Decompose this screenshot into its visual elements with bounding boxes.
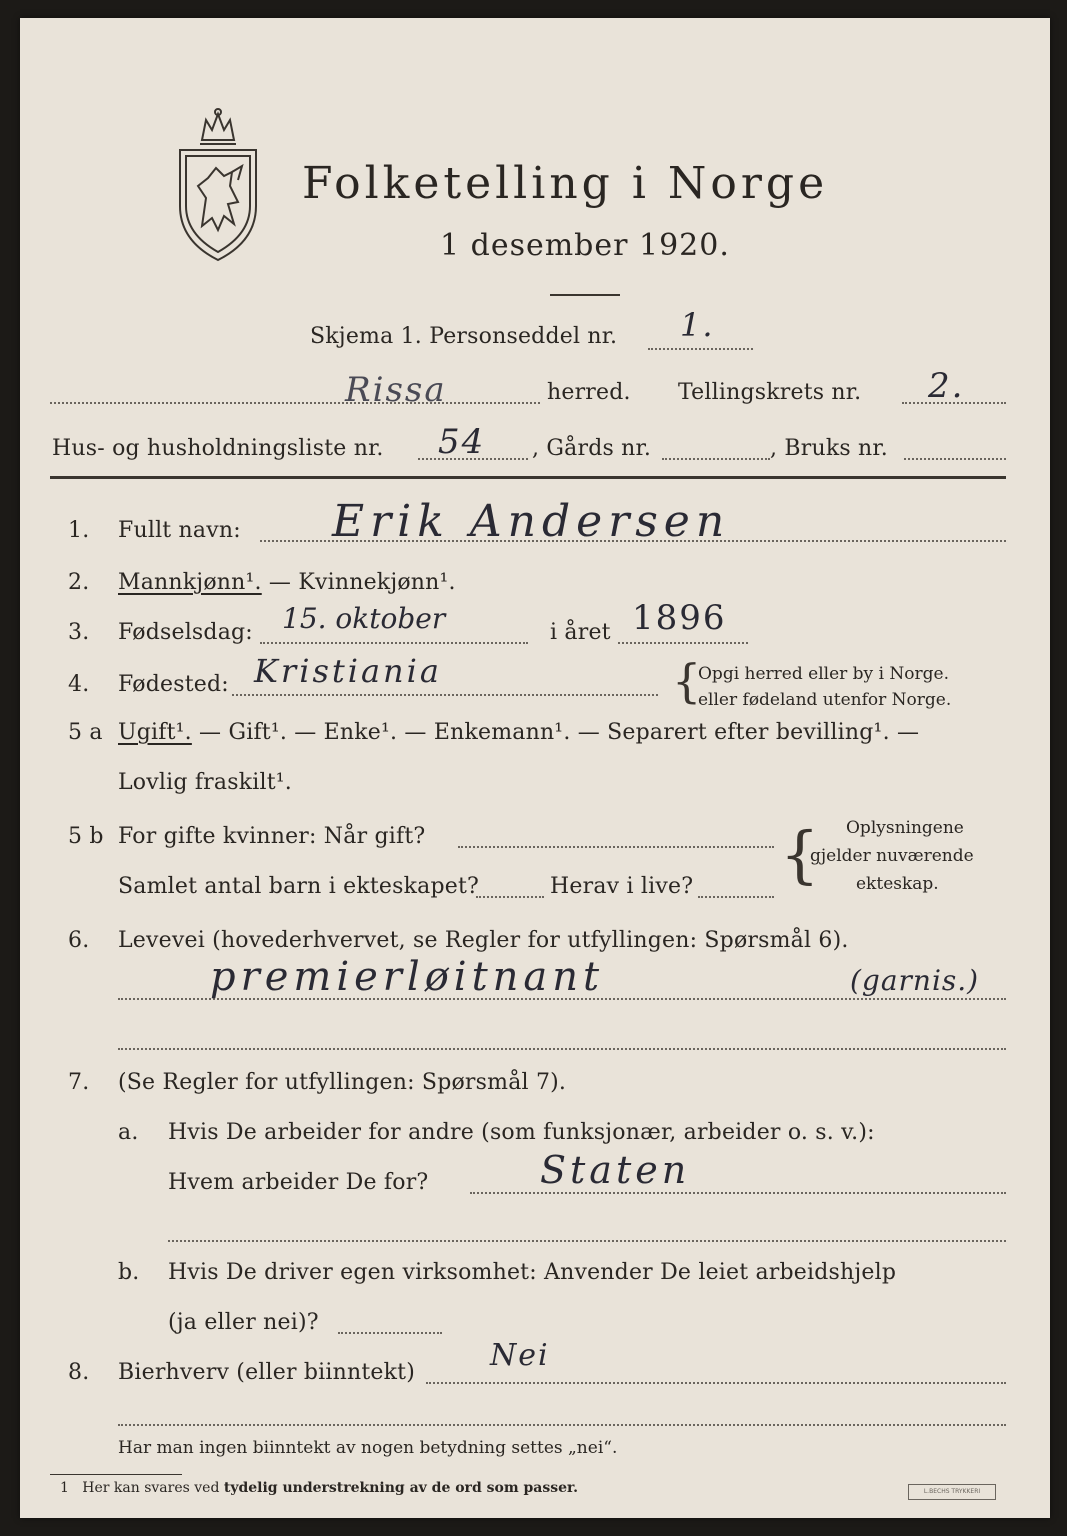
q3-year-line (618, 642, 748, 644)
footnote-mark: 1 (60, 1480, 69, 1496)
q6-number: 6. (68, 928, 90, 953)
q7a-letter: a. (118, 1120, 139, 1145)
footnote-text: Her kan svares ved (82, 1480, 224, 1496)
q1-value: Erik Andersen (332, 496, 731, 547)
personseddel-line (648, 348, 753, 350)
q6-value: premierløitnant (210, 954, 605, 1000)
schema-label: Skjema 1. Personseddel nr. (310, 324, 618, 349)
printer-mark: L.BECHS TRYKKERI (908, 1484, 996, 1500)
q4-number: 4. (68, 672, 90, 697)
q7a-line-2 (168, 1240, 1006, 1242)
q7b-text: Hvis De driver egen virksomhet: Anvender De leiet arbeidshjelp (168, 1260, 897, 1285)
q8-number: 8. (68, 1360, 90, 1385)
tellingskrets-label: Tellingskrets nr. (678, 380, 862, 405)
q3-value: 15. oktober (282, 602, 446, 635)
q7-label: (Se Regler for utfyllingen: Spørsmål 7). (118, 1070, 567, 1095)
hus-number: 54 (438, 422, 486, 462)
tellingskrets-number: 2. (928, 366, 965, 406)
q7a-text: Hvis De arbeider for andre (som funksjonær, arbeider o. s. v.): (168, 1120, 875, 1145)
q3-year: 1896 (632, 598, 727, 638)
q1-label: Fullt navn: (118, 518, 241, 543)
footnote (60, 1480, 578, 1496)
coat-of-arms-icon (172, 106, 264, 264)
q5b-brace: { (780, 818, 820, 891)
bruks-line (904, 458, 1006, 460)
q7a-value: Staten (540, 1148, 691, 1192)
nil-income-note: Har man ingen biinntekt av nogen betydning settes „nei“. (118, 1438, 618, 1458)
herred-label: herred. (547, 380, 631, 405)
gards-label: , Gårds nr. (532, 436, 652, 461)
q5a-line-2: Lovlig fraskilt¹. (118, 770, 292, 795)
q5b-alive-label: Herav i live? (550, 874, 694, 899)
q6-value-note: (garnis.) (850, 964, 980, 997)
q5a-other-options: — Gift¹. — Enke¹. — Enkemann¹. — Separert efter bevilling¹. — (191, 720, 920, 745)
gards-line (662, 458, 770, 460)
q4-note-2: eller fødeland utenfor Norge. (698, 690, 952, 710)
q4-brace: { (672, 654, 702, 708)
q7a-line-1 (470, 1192, 1006, 1194)
q5b-note-1: Oplysningene (846, 818, 964, 838)
q3-line (260, 642, 528, 644)
q7a-question: Hvem arbeider De for? (168, 1170, 429, 1195)
q8-label: Bierhverv (eller biinntekt) (118, 1360, 416, 1385)
q8-line-1 (426, 1382, 1006, 1384)
q4-value: Kristiania (254, 652, 442, 690)
q6-line-2 (118, 1048, 1006, 1050)
hus-label: Hus- og husholdningsliste nr. (52, 436, 384, 461)
q5b-married-when: For gifte kvinner: Når gift? (118, 824, 426, 849)
q5b-married-line (458, 846, 774, 848)
q1-number: 1. (68, 518, 90, 543)
q3-label: Fødselsdag: (118, 620, 253, 645)
footnote-divider (50, 1474, 182, 1475)
q8-line-2 (118, 1424, 1006, 1426)
q2-separator: — (261, 570, 299, 595)
q2-female-option: Kvinnekjønn¹. (298, 570, 456, 595)
header-divider (50, 476, 1006, 479)
q5b-alive-line (698, 896, 774, 898)
q5b-children-line (476, 896, 544, 898)
q6-label: Levevei (hovederhvervet, se Regler for utfyllingen: Spørsmål 6). (118, 928, 849, 953)
q5b-note-3: ekteskap. (856, 874, 939, 894)
form-title: Folketelling i Norge (302, 158, 829, 209)
q5a-ugift-option: Ugift¹. (118, 720, 192, 745)
q5b-note-2: gjelder nuværende (810, 846, 974, 866)
q8-value: Nei (490, 1338, 550, 1373)
q2-male-option: Mannkjønn¹. (118, 570, 262, 595)
q5a-number: 5 a (68, 720, 103, 745)
q7b-letter: b. (118, 1260, 140, 1285)
title-divider (550, 294, 620, 296)
q5a-options (118, 720, 919, 745)
census-form (20, 18, 1050, 1518)
q7b-line (338, 1332, 442, 1334)
q7-number: 7. (68, 1070, 90, 1095)
q3-year-label: i året (550, 620, 611, 645)
q7b-question: (ja eller nei)? (168, 1310, 319, 1335)
herred-value: Rissa (345, 370, 447, 410)
q5b-children-label: Samlet antal barn i ekteskapet? (118, 874, 480, 899)
q4-label: Fødested: (118, 672, 229, 697)
herred-line (50, 402, 540, 404)
q2-options (118, 570, 456, 595)
q5b-number: 5 b (68, 824, 104, 849)
q2-number: 2. (68, 570, 90, 595)
footnote-bold-text: tydelig understrekning av de ord som passer. (223, 1480, 579, 1496)
personseddel-number: 1. (680, 306, 715, 344)
form-subtitle: 1 desember 1920. (440, 228, 730, 263)
q4-note-1: Opgi herred eller by i Norge. (698, 664, 949, 684)
q4-line (232, 694, 658, 696)
bruks-label: , Bruks nr. (770, 436, 888, 461)
q3-number: 3. (68, 620, 90, 645)
